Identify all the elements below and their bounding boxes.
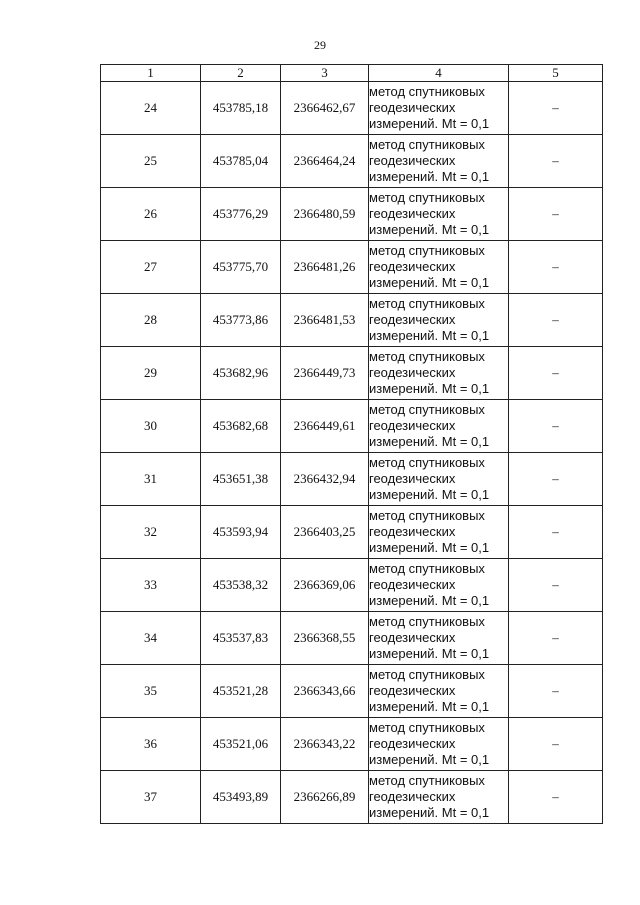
point-number-cell: 32	[101, 506, 201, 559]
note-cell: –	[509, 559, 603, 612]
table-row	[101, 771, 603, 824]
table-row	[101, 559, 603, 612]
point-number-cell: 31	[101, 453, 201, 506]
point-number-cell: 37	[101, 771, 201, 824]
point-number-cell: 33	[101, 559, 201, 612]
point-number-cell: 26	[101, 188, 201, 241]
y-coordinate-cell: 2366481,53	[281, 294, 369, 347]
x-coordinate-cell: 453773,86	[201, 294, 281, 347]
column-header: 1	[101, 65, 201, 82]
point-number-cell: 36	[101, 718, 201, 771]
note-cell: –	[509, 347, 603, 400]
note-cell: –	[509, 135, 603, 188]
method-cell: метод спутниковых геодезических измерений. Mt = 0,1	[369, 241, 509, 294]
method-cell: метод спутниковых геодезических измерений. Mt = 0,1	[369, 559, 509, 612]
point-number-cell: 35	[101, 665, 201, 718]
y-coordinate-cell: 2366462,67	[281, 82, 369, 135]
note-cell: –	[509, 453, 603, 506]
column-header: 2	[201, 65, 281, 82]
table-row	[101, 453, 603, 506]
x-coordinate-cell: 453785,18	[201, 82, 281, 135]
column-header: 4	[369, 65, 509, 82]
x-coordinate-cell: 453651,38	[201, 453, 281, 506]
column-header: 3	[281, 65, 369, 82]
method-cell: метод спутниковых геодезических измерений. Mt = 0,1	[369, 400, 509, 453]
x-coordinate-cell: 453775,70	[201, 241, 281, 294]
y-coordinate-cell: 2366481,26	[281, 241, 369, 294]
method-cell: метод спутниковых геодезических измерений. Mt = 0,1	[369, 665, 509, 718]
point-number-cell: 28	[101, 294, 201, 347]
point-number-cell: 29	[101, 347, 201, 400]
y-coordinate-cell: 2366449,61	[281, 400, 369, 453]
y-coordinate-cell: 2366266,89	[281, 771, 369, 824]
method-cell: метод спутниковых геодезических измерений. Mt = 0,1	[369, 453, 509, 506]
x-coordinate-cell: 453521,06	[201, 718, 281, 771]
point-number-cell: 27	[101, 241, 201, 294]
table-row	[101, 135, 603, 188]
table-row	[101, 665, 603, 718]
table-row	[101, 718, 603, 771]
note-cell: –	[509, 718, 603, 771]
column-header: 5	[509, 65, 603, 82]
table-header-row	[101, 65, 603, 82]
table-row	[101, 612, 603, 665]
note-cell: –	[509, 188, 603, 241]
table-row	[101, 188, 603, 241]
method-cell: метод спутниковых геодезических измерений. Mt = 0,1	[369, 612, 509, 665]
y-coordinate-cell: 2366432,94	[281, 453, 369, 506]
note-cell: –	[509, 506, 603, 559]
point-number-cell: 25	[101, 135, 201, 188]
note-cell: –	[509, 771, 603, 824]
x-coordinate-cell: 453785,04	[201, 135, 281, 188]
table-row	[101, 82, 603, 135]
method-cell: метод спутниковых геодезических измерений. Mt = 0,1	[369, 506, 509, 559]
method-cell: метод спутниковых геодезических измерений. Mt = 0,1	[369, 771, 509, 824]
x-coordinate-cell: 453593,94	[201, 506, 281, 559]
note-cell: –	[509, 82, 603, 135]
method-cell: метод спутниковых геодезических измерений. Mt = 0,1	[369, 718, 509, 771]
coordinates-table	[100, 64, 603, 824]
method-cell: метод спутниковых геодезических измерений. Mt = 0,1	[369, 82, 509, 135]
note-cell: –	[509, 241, 603, 294]
table-row	[101, 241, 603, 294]
table-row	[101, 506, 603, 559]
table-row	[101, 347, 603, 400]
y-coordinate-cell: 2366449,73	[281, 347, 369, 400]
y-coordinate-cell: 2366343,22	[281, 718, 369, 771]
table-body	[101, 82, 603, 824]
x-coordinate-cell: 453682,96	[201, 347, 281, 400]
note-cell: –	[509, 665, 603, 718]
table-row	[101, 294, 603, 347]
y-coordinate-cell: 2366369,06	[281, 559, 369, 612]
table-row	[101, 400, 603, 453]
method-cell: метод спутниковых геодезических измерений. Mt = 0,1	[369, 188, 509, 241]
y-coordinate-cell: 2366343,66	[281, 665, 369, 718]
method-cell: метод спутниковых геодезических измерений. Mt = 0,1	[369, 294, 509, 347]
y-coordinate-cell: 2366403,25	[281, 506, 369, 559]
x-coordinate-cell: 453493,89	[201, 771, 281, 824]
note-cell: –	[509, 400, 603, 453]
method-cell: метод спутниковых геодезических измерений. Mt = 0,1	[369, 347, 509, 400]
x-coordinate-cell: 453537,83	[201, 612, 281, 665]
y-coordinate-cell: 2366464,24	[281, 135, 369, 188]
y-coordinate-cell: 2366368,55	[281, 612, 369, 665]
y-coordinate-cell: 2366480,59	[281, 188, 369, 241]
point-number-cell: 30	[101, 400, 201, 453]
x-coordinate-cell: 453776,29	[201, 188, 281, 241]
x-coordinate-cell: 453521,28	[201, 665, 281, 718]
point-number-cell: 24	[101, 82, 201, 135]
note-cell: –	[509, 612, 603, 665]
note-cell: –	[509, 294, 603, 347]
method-cell: метод спутниковых геодезических измерений. Mt = 0,1	[369, 135, 509, 188]
x-coordinate-cell: 453682,68	[201, 400, 281, 453]
x-coordinate-cell: 453538,32	[201, 559, 281, 612]
point-number-cell: 34	[101, 612, 201, 665]
page-number: 29	[314, 38, 326, 52]
